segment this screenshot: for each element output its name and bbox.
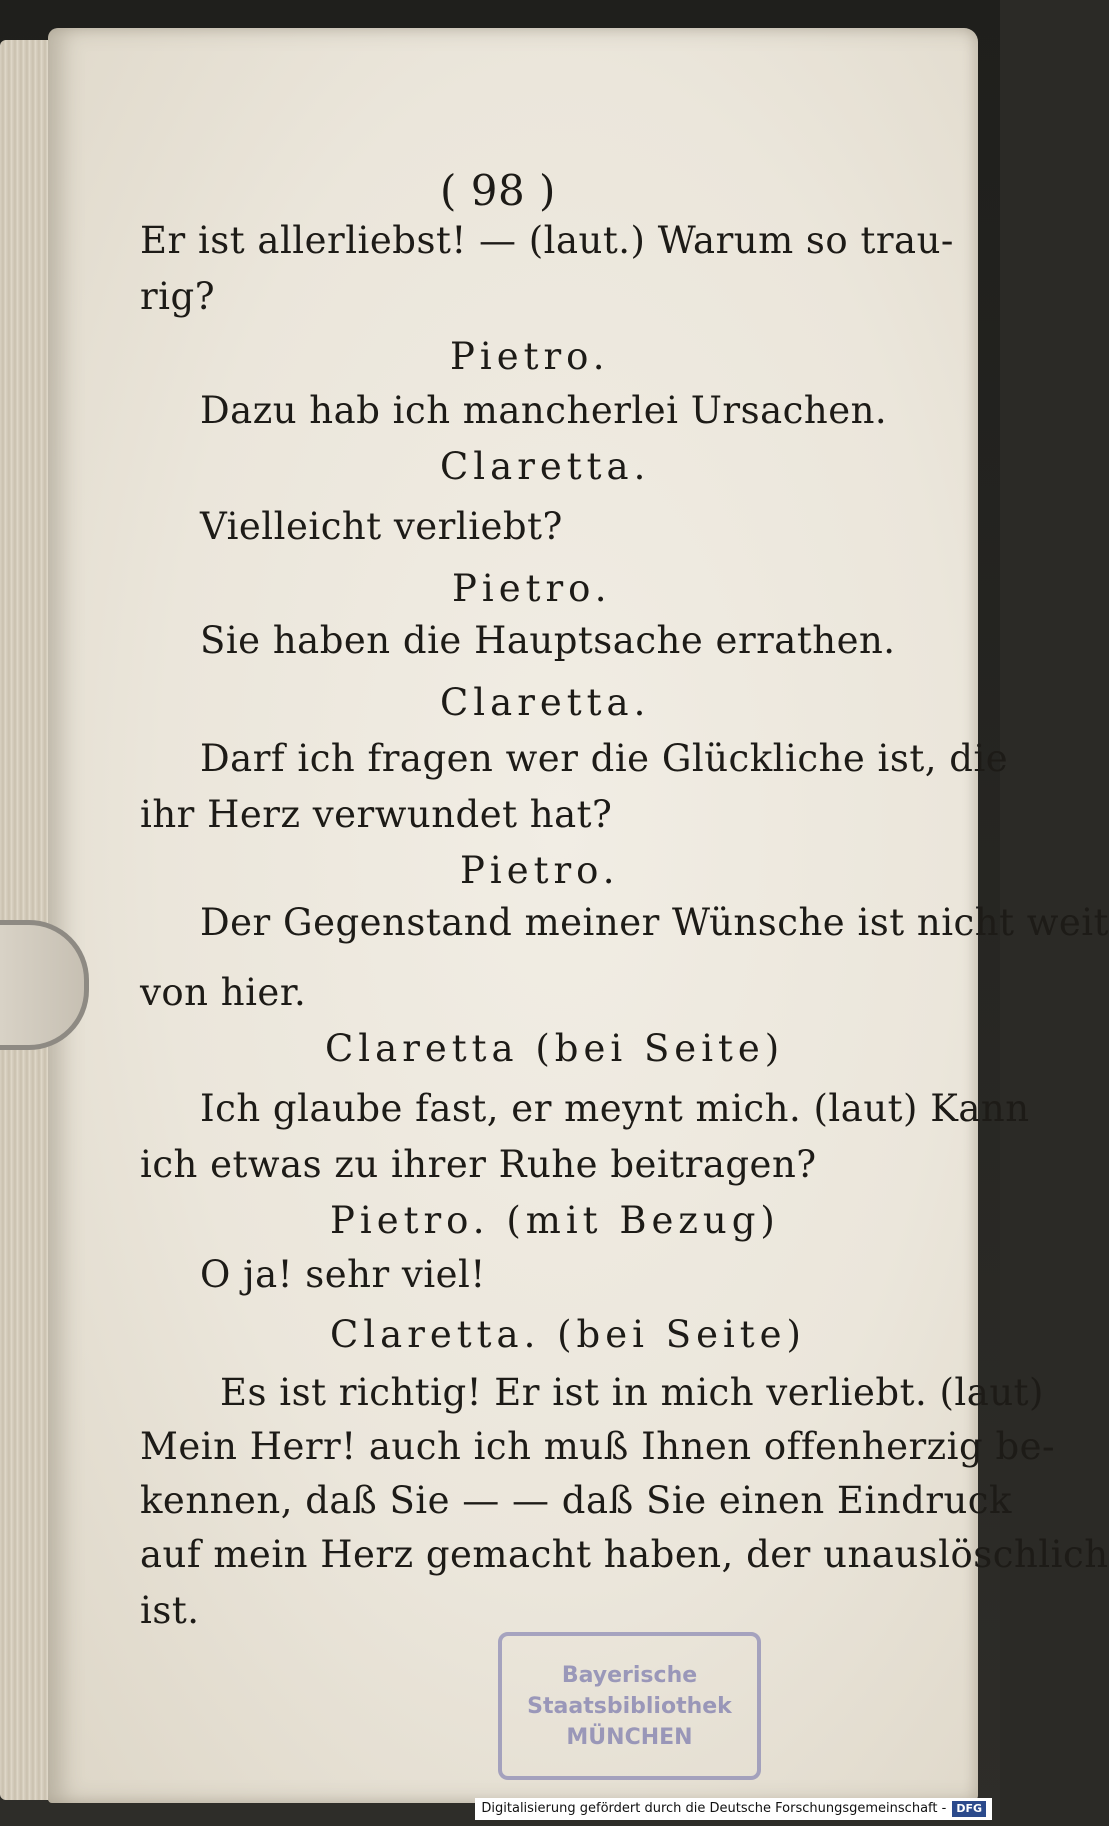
stamp-line: MÜNCHEN [566, 1724, 693, 1750]
speaker-name: Pietro. [460, 849, 620, 892]
text-line: Ich glaube fast, er meynt mich. (laut) Kann [200, 1087, 1030, 1130]
speaker-name: Claretta. [440, 681, 651, 724]
text-line: Er ist allerliebst! — (laut.) Warum so trau- [140, 219, 954, 262]
text-line: kennen, daß Sie — — daß Sie einen Eindruck [140, 1479, 1012, 1522]
digitization-credit [475, 1798, 992, 1820]
text-line: Es ist richtig! Er ist in mich verliebt. (laut) [220, 1371, 1044, 1414]
credit-text: Digitalisierung gefördert durch die Deutsche Forschungsgemeinschaft - [481, 1801, 947, 1816]
library-stamp [498, 1632, 761, 1780]
text-line: Vielleicht verliebt? [200, 505, 563, 548]
text-line: auf mein Herz gemacht haben, der unauslöschlich [140, 1533, 1109, 1576]
dfg-logo: DFG [952, 1801, 986, 1817]
stamp-line: Staatsbibliothek [527, 1693, 732, 1719]
speaker-name: Pietro. (mit Bezug) [330, 1199, 780, 1242]
text-line: Der Gegenstand meiner Wünsche ist nicht weit [200, 901, 1109, 944]
page-number: ( 98 ) [440, 166, 556, 215]
text-line: von hier. [140, 971, 307, 1014]
speaker-name: Pietro. [450, 335, 610, 378]
text-line: ihr Herz verwundet hat? [140, 793, 613, 836]
text-line: ich etwas zu ihrer Ruhe beitragen? [140, 1143, 817, 1186]
stamp-line: Bayerische [561, 1662, 698, 1688]
text-line: O ja! sehr viel! [200, 1253, 486, 1296]
text-line: Mein Herr! auch ich muß Ihnen offenherzig be- [140, 1425, 1056, 1468]
text-line: Sie haben die Hauptsache errathen. [200, 619, 896, 662]
text-line: ist. [140, 1589, 200, 1632]
speaker-name: Claretta (bei Seite) [325, 1027, 785, 1070]
text-line: Dazu hab ich mancherlei Ursachen. [200, 389, 888, 432]
speaker-name: Pietro. [452, 567, 612, 610]
text-line: rig? [140, 275, 216, 318]
speaker-name: Claretta. [440, 445, 651, 488]
speaker-name: Claretta. (bei Seite) [330, 1313, 806, 1356]
text-line: Darf ich fragen wer die Glückliche ist, die [200, 737, 1009, 780]
